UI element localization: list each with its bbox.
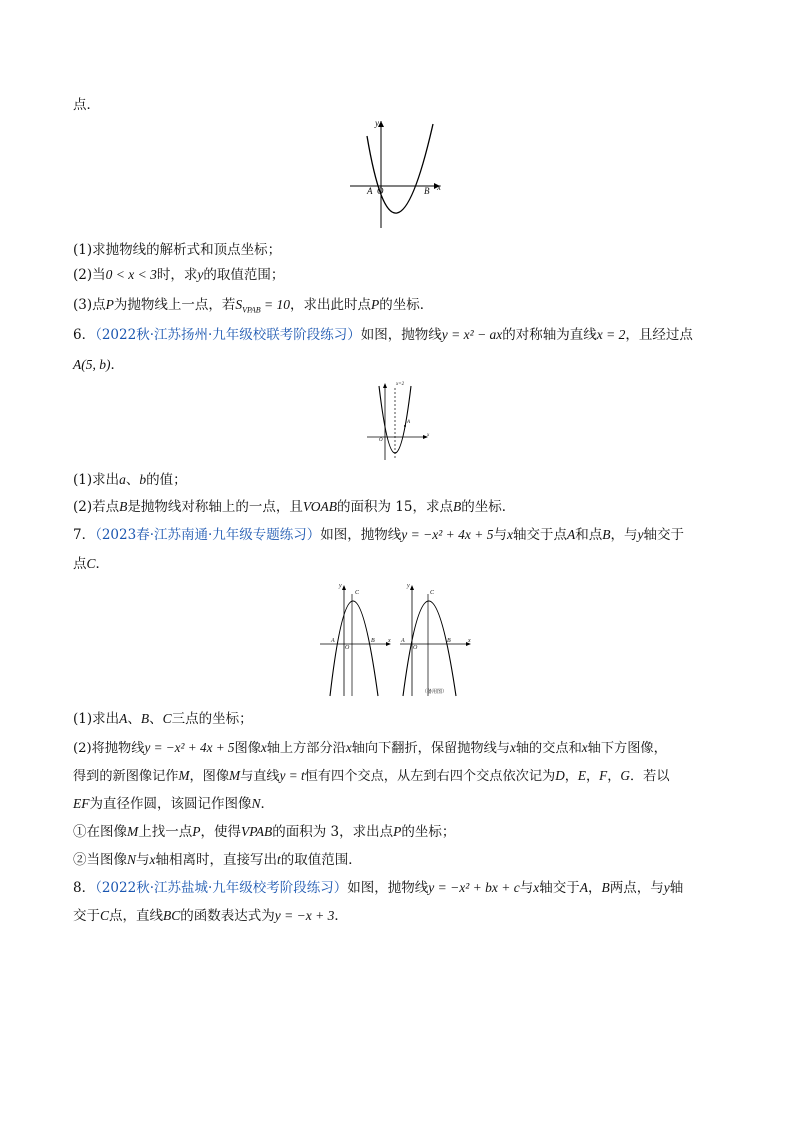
- point-label-a: A: [407, 420, 411, 425]
- question-6-part-2: (2)若点B是抛物线对称轴上的一点，且VOAB的面积为 15，求点B的坐标．: [73, 499, 516, 515]
- question-5-part-2: (2)当0 < x < 3时，求y的取值范围；: [73, 267, 285, 283]
- origin-label: O: [413, 645, 418, 651]
- point-label-a: A: [331, 638, 335, 644]
- question-6-part-1: (1)求出a、b的值；: [73, 472, 187, 488]
- spare-figure-note: （备用图）: [422, 689, 448, 695]
- origin-label: O: [379, 438, 383, 443]
- point-label-a: A: [401, 638, 405, 644]
- parabola-figure-q7-main: [318, 582, 394, 698]
- axis-label-x: x: [437, 182, 441, 192]
- question-7-sub-2: ②当图像N与x轴相离时，直接写出t的取值范围．: [73, 852, 362, 868]
- axis-label-y: y: [339, 583, 342, 589]
- question-8-stem: 8．（2022秋·江苏盐城·九年级校考阶段练习）如图，抛物线y = −x² + bx + c与x轴交于A，B两点，与y轴: [73, 880, 684, 896]
- question-6-stem-2: A(5, b)．: [73, 357, 124, 373]
- point-label-b: B: [447, 638, 451, 644]
- axis-label-x: x: [388, 638, 391, 644]
- question-7-stem: 7．（2023春·江苏南通·九年级专题练习）如图，抛物线y = −x² + 4x + 5与x轴交于点A和点B，与y轴交于: [73, 527, 685, 543]
- question-6-stem: 6．（2022秋·江苏扬州·九年级校联考阶段练习）如图，抛物线y = x² − ax的对称轴为直线x = 2，且经过点: [73, 327, 693, 343]
- question-5-part-1: (1)求抛物线的解析式和顶点坐标；: [73, 242, 282, 258]
- question-7-part-2-cont-2: EF为直径作圆，该圆记作图像N．: [73, 796, 275, 812]
- question-7-part-2-cont: 得到的新图像记作M，图像M与直线y = t恒有四个交点，从左到右四个交点依次记为D，E，F，G．若以: [73, 768, 670, 784]
- axis-label-y: y: [375, 118, 379, 128]
- question-7-part-1: (1)求出A、B、C三点的坐标；: [73, 711, 253, 727]
- point-label-b: B: [424, 186, 430, 196]
- question-8-stem-2: 交于C点，直线BC的函数表达式为y = −x + 3．: [73, 908, 348, 924]
- question-7-part-2: (2)将抛物线y = −x² + 4x + 5图像x轴上方部分沿x轴向下翻折，保留抛物线与x轴的交点和x轴下方图像，: [73, 740, 667, 756]
- question-5-part-3: (3)点P为抛物线上一点，若$S_{VPAB} = 10$，求出此时点P的坐标．: [73, 297, 434, 315]
- axis-label-x: x: [427, 433, 430, 438]
- question-7-stem-2: 点C．: [73, 556, 110, 572]
- question-7-sub-1: ①在图像M上找一点P，使得VPAB的面积为 3，求出点P的坐标；: [73, 824, 456, 840]
- point-label-c: C: [355, 590, 360, 596]
- point-label-b: B: [371, 638, 375, 644]
- point-label-a: A: [367, 186, 373, 196]
- text-line: 点．: [73, 97, 100, 113]
- axis-label-x: x: [468, 638, 471, 644]
- axis-label-y: y: [407, 583, 410, 589]
- origin-label: O: [377, 186, 384, 196]
- parabola-figure-q6: [365, 380, 435, 462]
- parabola-figure-q7-spare: [398, 582, 474, 698]
- symmetry-axis-label: x=2: [396, 382, 405, 387]
- origin-label: O: [345, 645, 350, 651]
- parabola-figure-q5: [345, 116, 445, 231]
- point-label-c: C: [430, 590, 435, 596]
